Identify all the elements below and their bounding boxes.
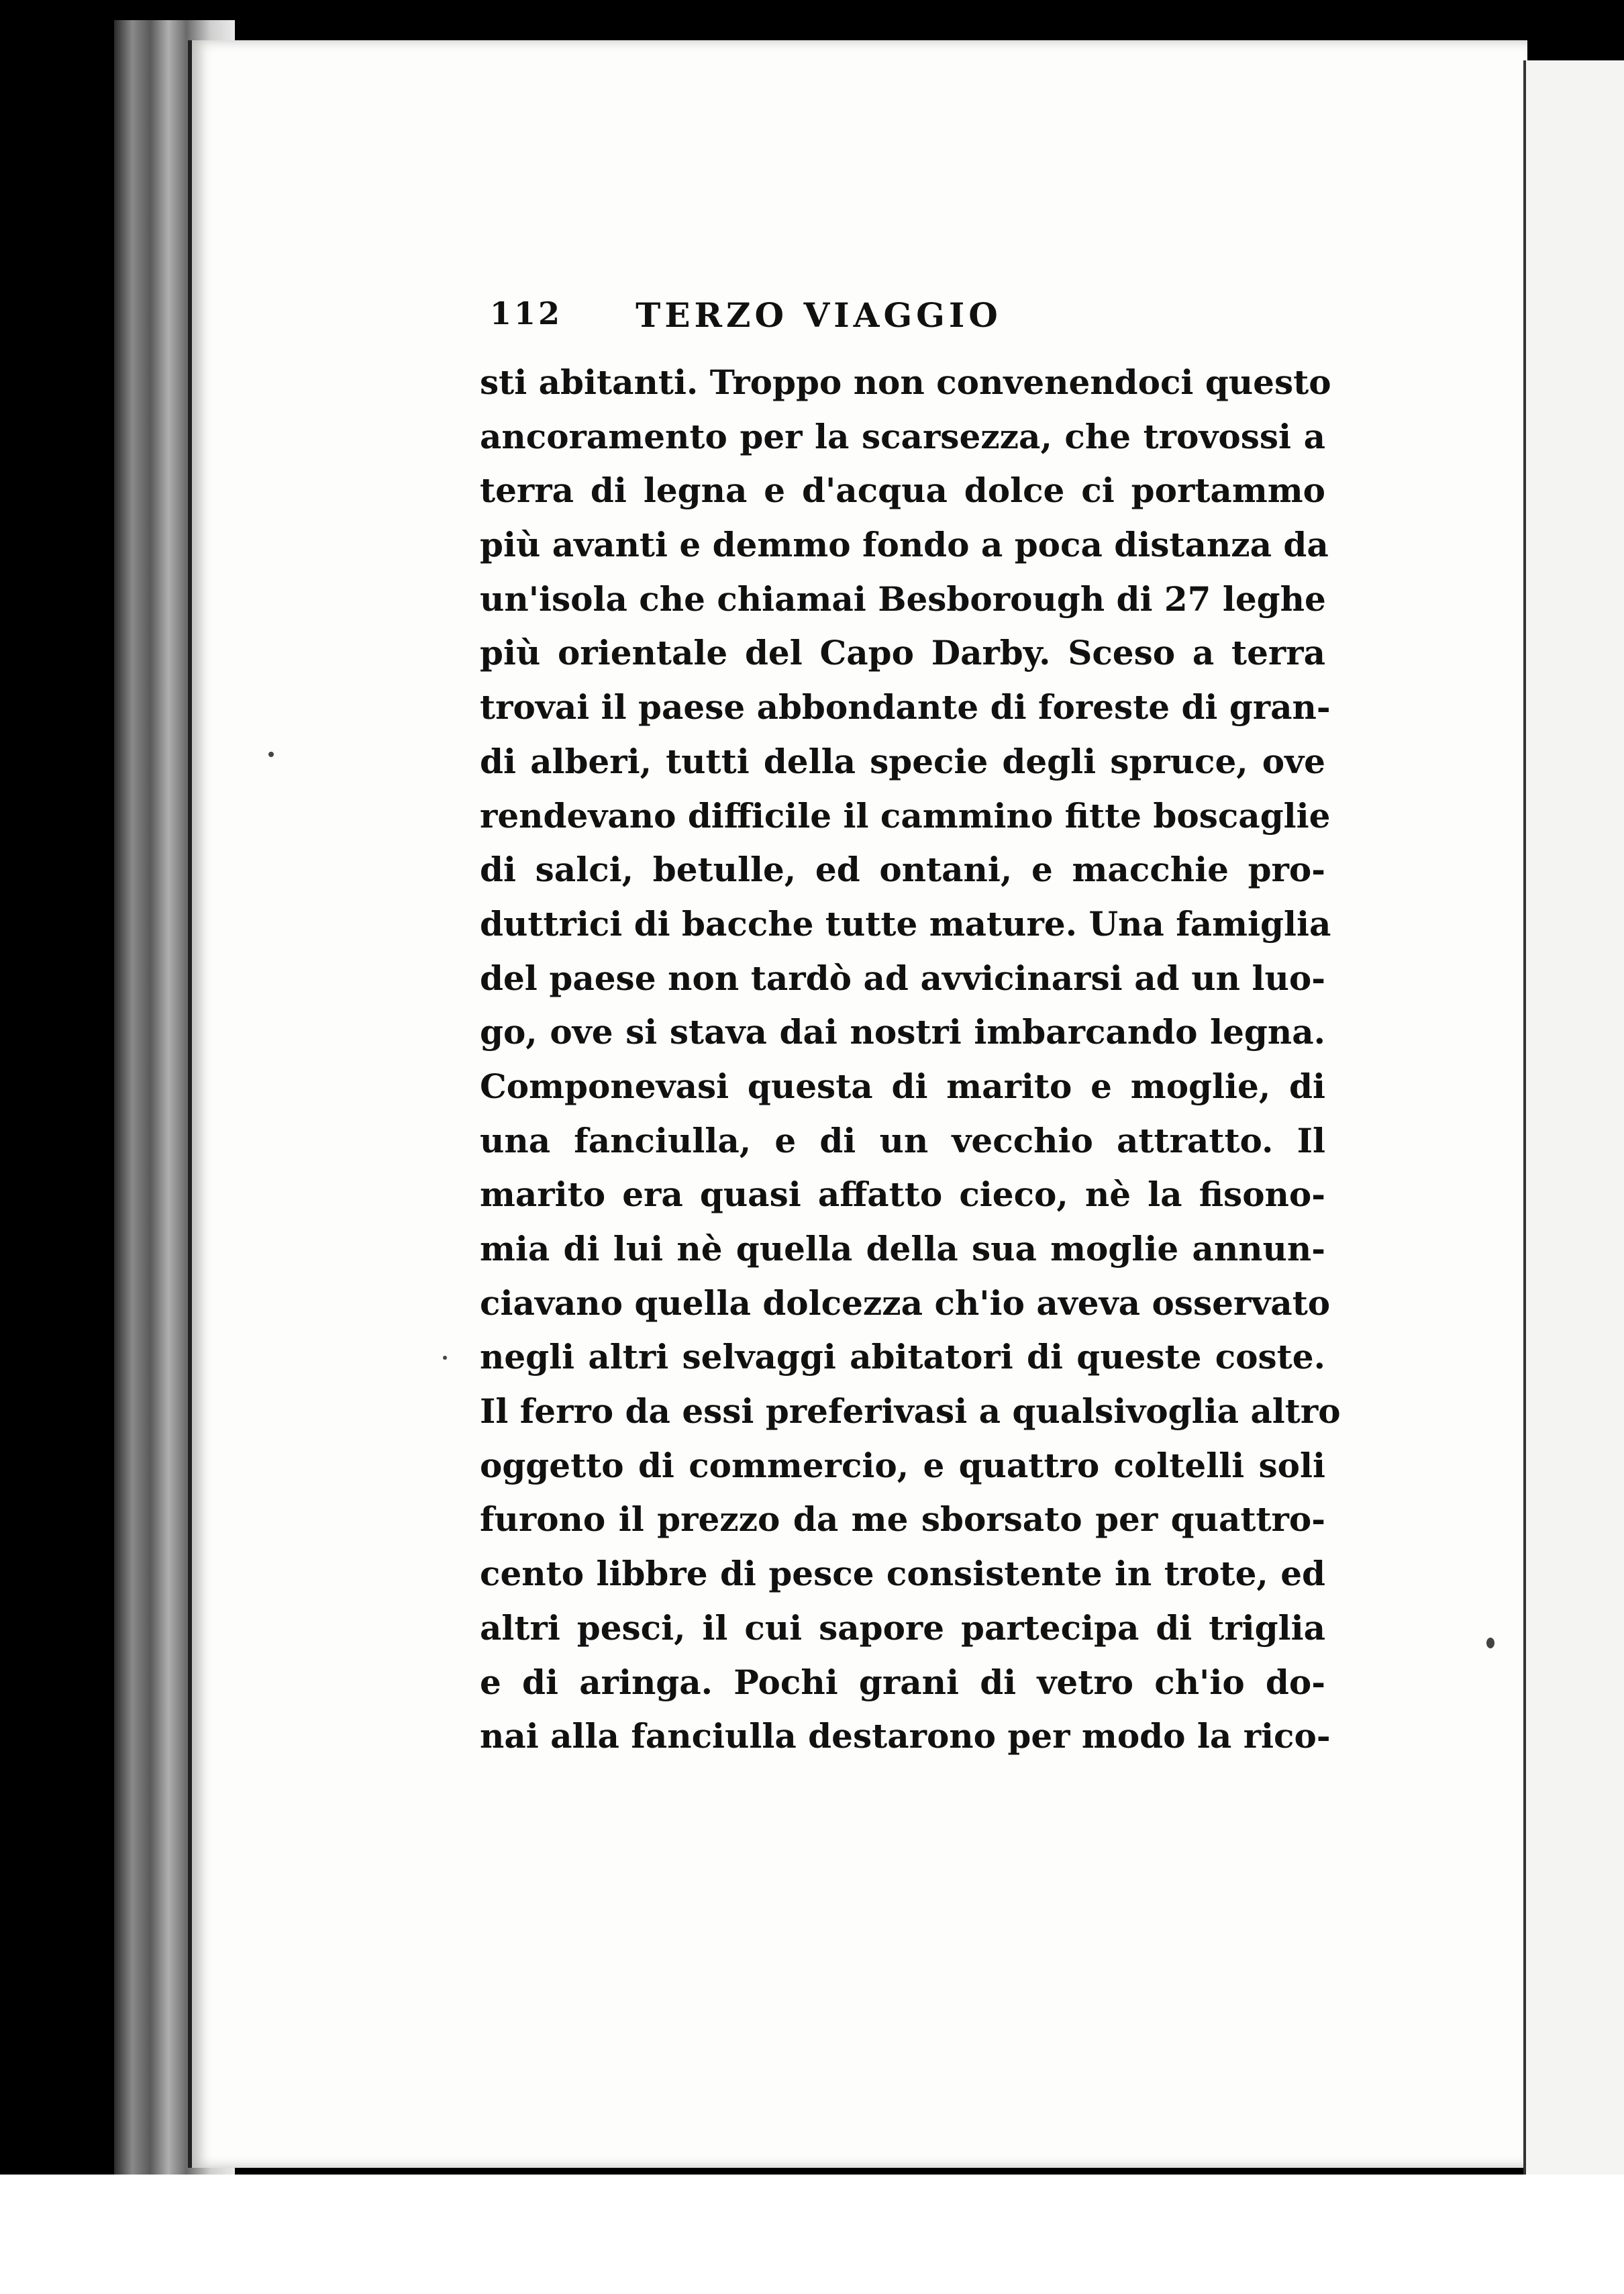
text-line: rendevano difficile il cammino fitte boscaglie (480, 795, 1331, 836)
scan-bottom-margin (0, 2175, 1624, 2294)
text-line: go, ove si stava dai nostri imbarcando legna. (480, 1012, 1325, 1052)
page-number: 112 (490, 295, 563, 332)
text-line: negli altri selvaggi abitatori di queste coste. (480, 1337, 1325, 1377)
ink-speck (443, 1356, 447, 1360)
text-line: terra di legna e d'acqua dolce ci portammo (480, 470, 1325, 511)
text-line: mia di lui nè quella della sua moglie annun- (480, 1229, 1325, 1268)
text-line: e di aringa. Pochi grani di vetro ch'io do- (480, 1662, 1325, 1702)
text-line: duttrici di bacche tutte mature. Una famiglia (480, 903, 1331, 944)
facing-page-margin (1523, 60, 1624, 2294)
text-line: ciavano quella dolcezza ch'io aveva osservato (480, 1283, 1331, 1323)
text-line: di alberi, tutti della specie degli spruce, ove (480, 741, 1325, 781)
text-line: trovai il paese abbondante di foreste di gran- (480, 687, 1331, 728)
text-line: altri pesci, il cui sapore partecipa di triglia (480, 1607, 1325, 1648)
text-line: di salci, betulle, ed ontani, e macchie pro- (480, 850, 1325, 890)
text-line: nai alla fanciulla destarono per modo la rico- (480, 1716, 1331, 1756)
text-line: furono il prezzo da me sborsato per quattro- (480, 1499, 1325, 1540)
text-line: Il ferro da essi preferivasi a qualsivoglia altro (480, 1391, 1341, 1432)
text-line: sti abitanti. Troppo non convenendoci questo (480, 362, 1331, 402)
text-line: ancoramento per la scarsezza, che trovossi a (480, 416, 1325, 456)
text-line: un'isola che chiamai Besborough di 27 leghe (480, 579, 1326, 619)
body-text (480, 356, 1341, 1764)
text-line: una fanciulla, e di un vecchio attratto. Il (480, 1120, 1325, 1160)
text-line: più orientale del Capo Darby. Sceso a terra (480, 633, 1325, 673)
text-line: più avanti e demmo fondo a poca distanza da (480, 525, 1329, 565)
text-line: del paese non tardò ad avvicinarsi ad un luo- (480, 958, 1325, 998)
text-line: cento libbre di pesce consistente in trote, ed (480, 1554, 1325, 1594)
text-line: marito era quasi affatto cieco, nè la fisono- (480, 1175, 1325, 1215)
ink-speck (268, 752, 274, 757)
running-head: TERZO VIAGGIO (636, 295, 1002, 335)
text-line: oggetto di commercio, e quattro coltelli soli (480, 1445, 1325, 1485)
text-line: Componevasi questa di marito e moglie, di (480, 1066, 1325, 1106)
page-header (295, 295, 1342, 349)
ink-speck (1486, 1638, 1494, 1648)
